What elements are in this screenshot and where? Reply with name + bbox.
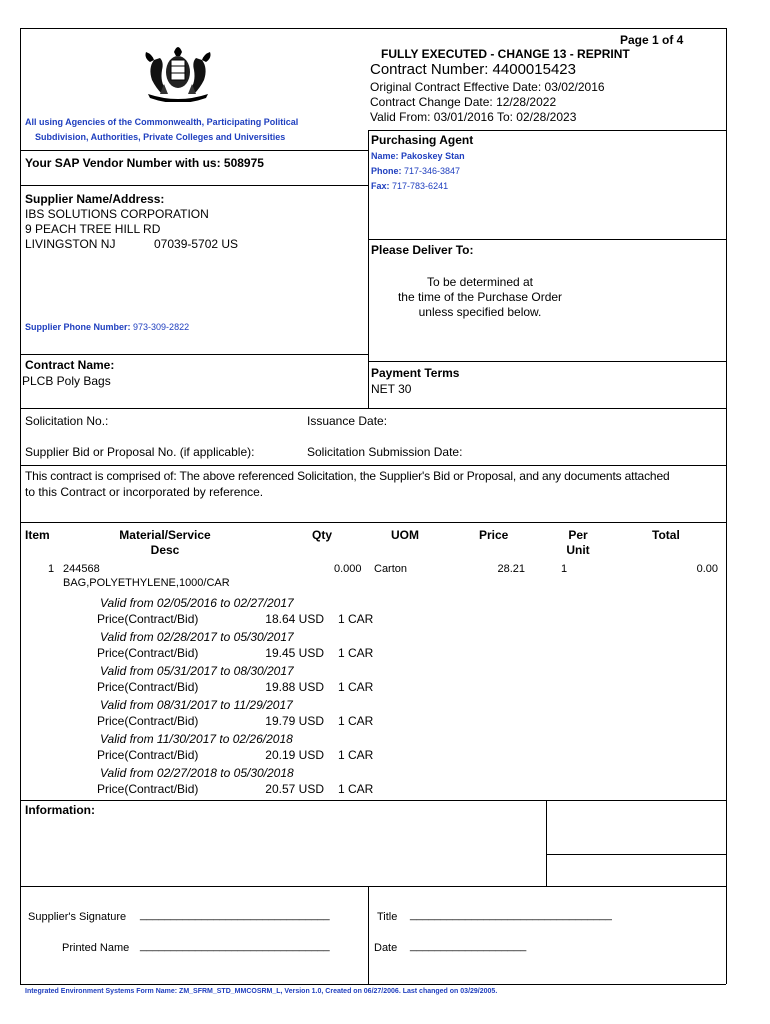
condition-price-amount: 19.79 USD — [265, 714, 324, 728]
condition-price-unit: 1 CAR — [338, 646, 374, 660]
supplier-zip: 07039-5702 US — [154, 237, 239, 251]
contract-number: Contract Number: 4400015423 — [370, 61, 576, 78]
printed-name-line[interactable]: _______________________________ — [140, 940, 330, 952]
supplier-phone — [25, 322, 189, 332]
condition-price-label: Price(Contract/Bid) — [97, 782, 199, 796]
col-material: Material/Service — [119, 528, 211, 542]
deliver-line3: unless specified below. — [418, 305, 542, 319]
condition-valid-range: Valid from 02/28/2017 to 05/30/2017 — [100, 630, 294, 644]
date-line[interactable]: ___________________ — [410, 940, 527, 952]
agent-fax-label: Fax: — [371, 181, 390, 191]
condition-price-label: Price(Contract/Bid) — [97, 646, 199, 660]
condition-price-label: Price(Contract/Bid) — [97, 748, 199, 762]
purchasing-agent-title: Purchasing Agent — [371, 133, 474, 147]
supplier-name-label: Supplier Name/Address: — [25, 192, 165, 206]
title-line[interactable]: _________________________________ — [410, 909, 612, 921]
agencies-line2: Subdivision, Authorities, Private Colleges and Universities — [35, 132, 286, 142]
agent-name — [371, 151, 465, 161]
comprised-line2: to this Contract or incorporated by reference. — [25, 485, 264, 499]
condition-price-label: Price(Contract/Bid) — [97, 714, 199, 728]
date-label: Date — [374, 942, 398, 954]
contract-status: FULLY EXECUTED - CHANGE 13 - REPRINT — [381, 47, 630, 61]
condition-price-amount: 19.45 USD — [265, 646, 324, 660]
submission-date-label: Solicitation Submission Date: — [307, 445, 463, 459]
agent-name-label: Name: — [371, 151, 399, 161]
col-item: Item — [25, 528, 50, 542]
row-per: 1 — [561, 563, 568, 575]
condition-price-unit: 1 CAR — [338, 714, 374, 728]
condition-price-amount: 20.57 USD — [265, 782, 324, 796]
row-uom: Carton — [374, 563, 408, 575]
condition-valid-range: Valid from 08/31/2017 to 11/29/2017 — [100, 698, 293, 712]
supplier-bid-label: Supplier Bid or Proposal No. (if applicable): — [25, 445, 255, 459]
condition-price-unit: 1 CAR — [338, 612, 374, 626]
valid-range: Valid From: 03/01/2016 To: 02/28/2023 — [370, 110, 577, 124]
col-price: Price — [479, 528, 509, 542]
condition-price-unit: 1 CAR — [338, 782, 374, 796]
col-per: Per — [568, 528, 588, 542]
col-qty: Qty — [312, 528, 333, 542]
issuance-date-label: Issuance Date: — [307, 414, 388, 428]
page-number: Page 1 of 4 — [620, 33, 684, 47]
condition-valid-range: Valid from 11/30/2017 to 02/26/2018 — [100, 732, 293, 746]
supplier-street: 9 PEACH TREE HILL RD — [25, 222, 161, 236]
contract-name-label: Contract Name: — [25, 358, 115, 372]
agent-fax-value: 717-783-6241 — [392, 181, 449, 191]
solicitation-no-label: Solicitation No.: — [25, 414, 109, 428]
col-total: Total — [652, 528, 680, 542]
agent-phone-label: Phone: — [371, 166, 402, 176]
comprised-line1: This contract is comprised of: The above referenced Solicitation, the Supplier's Bid or Proposal, and any documents attached — [25, 469, 670, 483]
condition-price-amount: 18.64 USD — [265, 612, 324, 626]
supplier-city: LIVINGSTON NJ — [25, 237, 116, 251]
condition-price-amount: 19.88 USD — [265, 680, 324, 694]
condition-valid-range: Valid from 02/05/2016 to 02/27/2017 — [100, 596, 294, 610]
form-footer: Integrated Environment Systems Form Name: ZM_SFRM_STD_MMCOSRM_L, Version 1.0, Created on 06/27/2006. Last changed on 03/29/2005. — [25, 988, 498, 995]
condition-price-amount: 20.19 USD — [265, 748, 324, 762]
agencies-line1: All using Agencies of the Commonwealth, Participating Political — [25, 117, 299, 127]
supplier-name: IBS SOLUTIONS CORPORATION — [25, 207, 209, 221]
commonwealth-seal-icon — [140, 38, 216, 102]
contract-change-date: Contract Change Date: 12/28/2022 — [370, 95, 557, 109]
payment-terms-value: NET 30 — [371, 382, 412, 396]
row-price: 28.21 — [497, 563, 525, 575]
row-desc: BAG,POLYETHYLENE,1000/CAR — [63, 577, 230, 589]
contract-name: PLCB Poly Bags — [22, 374, 111, 388]
payment-terms-label: Payment Terms — [371, 366, 460, 380]
information-label: Information: — [25, 803, 95, 817]
supplier-signature-label: Supplier's Signature — [28, 911, 127, 923]
deliver-line2: the time of the Purchase Order — [397, 290, 563, 304]
condition-price-unit: 1 CAR — [338, 748, 374, 762]
col-uom: UOM — [391, 528, 419, 542]
agent-phone — [371, 166, 460, 176]
condition-price-unit: 1 CAR — [338, 680, 374, 694]
agent-phone-value: 717-346-3847 — [404, 166, 461, 176]
original-effective-date: Original Contract Effective Date: 03/02/2016 — [370, 80, 605, 94]
row-qty: 0.000 — [334, 563, 362, 575]
sap-vendor-number: Your SAP Vendor Number with us: 508975 — [25, 156, 264, 170]
condition-valid-range: Valid from 05/31/2017 to 08/30/2017 — [100, 664, 294, 678]
agent-fax — [371, 181, 448, 191]
col-desc: Desc — [150, 543, 180, 557]
condition-price-label: Price(Contract/Bid) — [97, 612, 199, 626]
deliver-to-title: Please Deliver To: — [371, 243, 474, 257]
row-item: 1 — [48, 563, 55, 575]
supplier-phone-label: Supplier Phone Number: — [25, 322, 131, 332]
row-material: 244568 — [63, 563, 100, 575]
supplier-phone-value: 973-309-2822 — [133, 322, 190, 332]
col-unit: Unit — [566, 543, 590, 557]
condition-valid-range: Valid from 02/27/2018 to 05/30/2018 — [100, 766, 294, 780]
title-label: Title — [377, 911, 398, 923]
condition-price-label: Price(Contract/Bid) — [97, 680, 199, 694]
deliver-line1: To be determined at — [426, 275, 534, 289]
supplier-signature-line[interactable]: _______________________________ — [140, 909, 330, 921]
row-total: 0.00 — [696, 563, 718, 575]
printed-name-label: Printed Name — [62, 942, 130, 954]
agent-name-value: Pakoskey Stan — [401, 151, 465, 161]
